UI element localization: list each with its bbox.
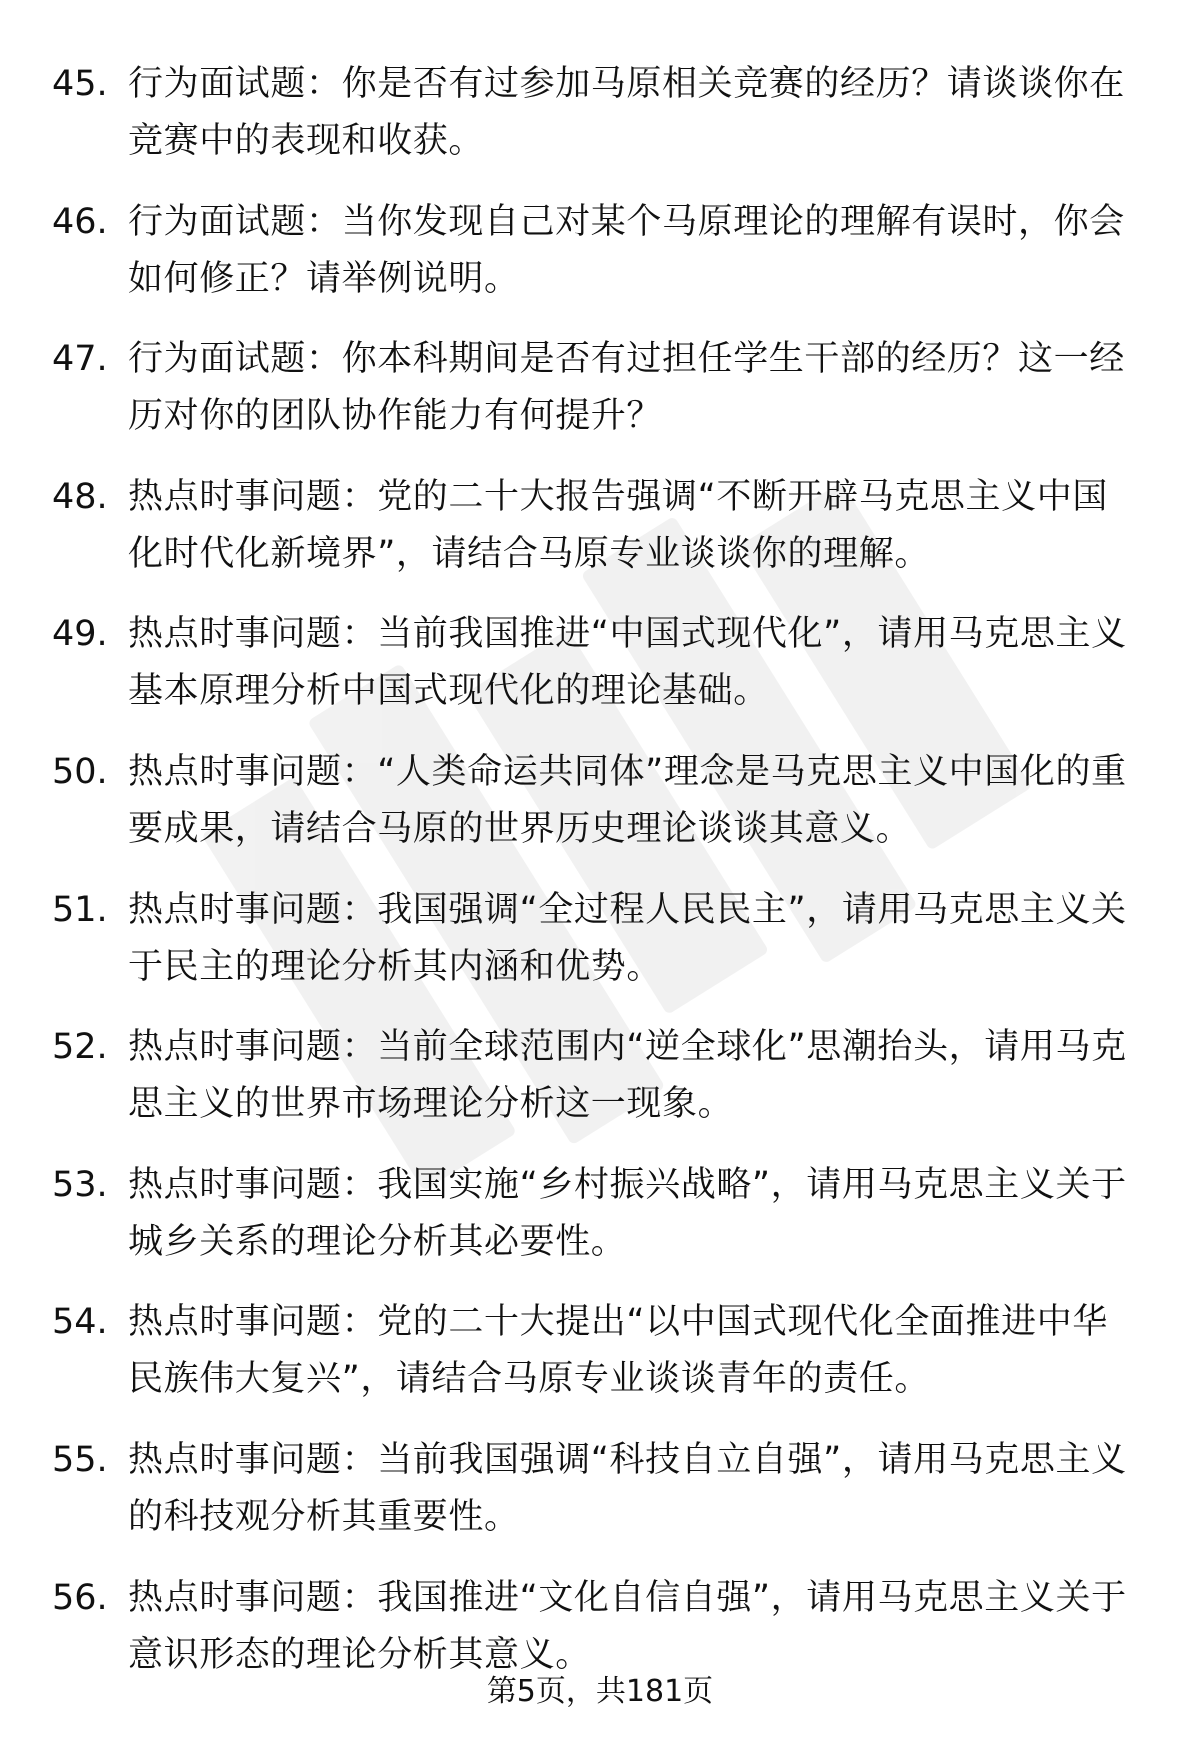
question-number: 45. bbox=[52, 64, 108, 104]
question-text: 热点时事问题：我国强调“全过程人民民主”，请用马克思主义关于民主的理论分析其内涵和优势。 bbox=[128, 889, 1127, 987]
question-text: 热点时事问题：当前全球范围内“逆全球化”思潮抬头，请用马克思主义的世界市场理论分析这一现象。 bbox=[128, 1027, 1127, 1125]
question-number: 55. bbox=[52, 1439, 108, 1480]
page-number-footer: 第5页，共181页 bbox=[486, 1674, 714, 1709]
question-number: 50. bbox=[52, 751, 108, 792]
question-number: 48. bbox=[52, 476, 108, 517]
list-item bbox=[0, 744, 1200, 882]
question-text: 行为面试题：当你发现自己对某个马原理论的理解有误时，你会如何修正？请举例说明。 bbox=[128, 201, 1125, 299]
question-text: 热点时事问题：我国实施“乡村振兴战略”，请用马克思主义关于城乡关系的理论分析其必要性。 bbox=[128, 1164, 1127, 1262]
list-item bbox=[0, 1294, 1200, 1432]
question-number: 52. bbox=[52, 1027, 108, 1068]
list-item bbox=[0, 331, 1200, 469]
list-item bbox=[0, 1157, 1200, 1295]
question-number: 47. bbox=[52, 339, 108, 380]
list-item bbox=[0, 1019, 1200, 1157]
list-item bbox=[0, 469, 1200, 607]
question-number: 49. bbox=[52, 614, 108, 655]
question-text: 热点时事问题：当前我国推进“中国式现代化”，请用马克思主义基本原理分析中国式现代化的理论基础。 bbox=[128, 614, 1127, 712]
question-number: 46. bbox=[52, 201, 108, 242]
question-number: 53. bbox=[52, 1164, 108, 1205]
list-item bbox=[0, 194, 1200, 332]
list-item bbox=[0, 1432, 1200, 1570]
question-text: 热点时事问题：当前我国强调“科技自立自强”，请用马克思主义的科技观分析其重要性。 bbox=[128, 1439, 1127, 1537]
question-text: 热点时事问题：“人类命运共同体”理念是马克思主义中国化的重要成果，请结合马原的世界历史理论谈谈其意义。 bbox=[128, 751, 1127, 849]
list-item bbox=[0, 882, 1200, 1020]
question-number: 54. bbox=[52, 1302, 108, 1343]
question-text: 行为面试题：你本科期间是否有过担任学生干部的经历？这一经历对你的团队协作能力有何提升？ bbox=[128, 339, 1125, 437]
question-text: 热点时事问题：党的二十大报告强调“不断开辟马克思主义中国化时代化新境界”，请结合马原专业谈谈你的理解。 bbox=[128, 476, 1108, 574]
question-number: 51. bbox=[52, 889, 108, 930]
list-item bbox=[0, 606, 1200, 744]
question-text: 热点时事问题：我国推进“文化自信自强”，请用马克思主义关于意识形态的理论分析其意义。 bbox=[128, 1577, 1127, 1675]
question-text: 热点时事问题：党的二十大提出“以中国式现代化全面推进中华民族伟大复兴”，请结合马原专业谈谈青年的责任。 bbox=[128, 1302, 1108, 1400]
question-list bbox=[0, 56, 1200, 1707]
question-text: 行为面试题：你是否有过参加马原相关竞赛的经历？请谈谈你在竞赛中的表现和收获。 bbox=[128, 64, 1125, 161]
question-number: 56. bbox=[52, 1577, 108, 1618]
list-item bbox=[0, 56, 1200, 194]
